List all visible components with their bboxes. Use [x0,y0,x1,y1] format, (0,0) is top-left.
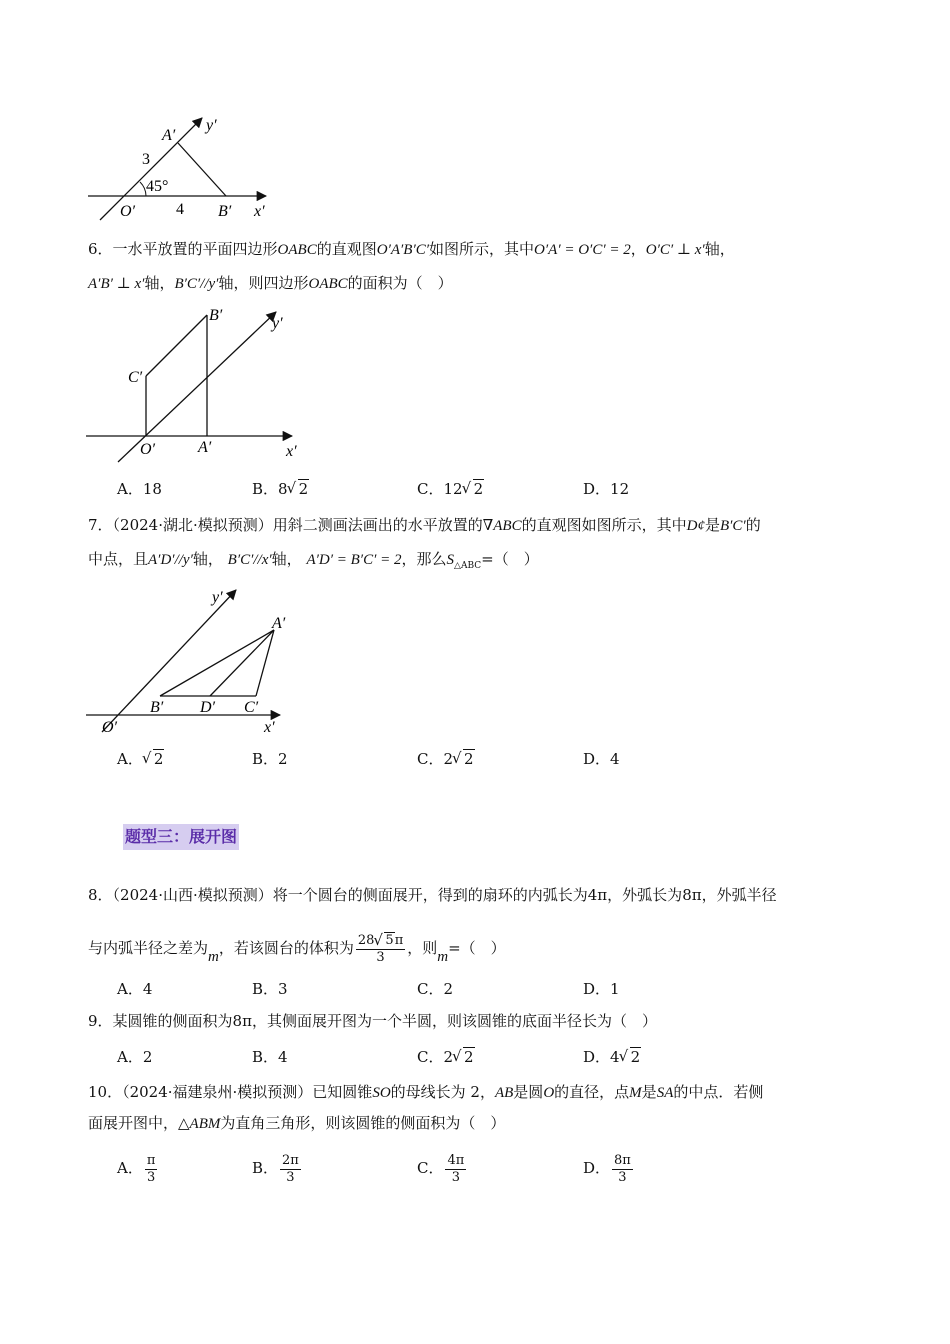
q7-option-d[interactable]: D．4 [583,750,620,768]
q10-option-b[interactable]: B． $\frac{2\pi}{3}$ [252,1152,299,1185]
label-x: x′ [254,203,265,220]
label-c: C′ [244,699,259,716]
label-d: D′ [200,699,216,716]
label-a: A′ [198,439,212,456]
fraction: $\frac{8\pi}{3}$ [614,1152,631,1185]
q7-option-b[interactable]: B．2 [252,750,288,768]
fraction: $\frac{\pi}{3}$ [146,1152,156,1185]
question-6-line-1: 6．一水平放置的平面四边形OABC的直观图O′A′B′C′如图所示，其中O′A′ = O′C′ = 2，O′C′ ⊥ x′轴， [88,240,735,258]
q6-option-a[interactable]: A．18 [117,480,162,498]
label-b: B′ [218,203,232,220]
label-o: O′ [120,203,136,220]
q8-option-a[interactable]: A．4 [117,980,153,998]
question-10-line-2: 面展开图中，△ABM为直角三角形，则该圆锥的侧面积为（ ） [88,1114,506,1132]
label-o: O′ [140,441,156,458]
question-10-line-1: 10．（2024·福建泉州·模拟预测）已知圆锥SO的母线长为 2，AB是圆O的直径，点M是SA的中点．若侧 [88,1083,764,1101]
q7-option-a[interactable]: A．√ 2 [117,748,164,770]
label-y: y′ [212,589,223,606]
q10-option-d[interactable]: D． $\frac{8\pi}{3}$ [583,1152,631,1185]
label-three: 3 [142,151,150,168]
label-a: A′ [162,127,176,144]
q9-option-d[interactable]: D．4√ 2 [583,1046,641,1068]
sqrt: √ 5 [374,933,394,949]
segment-cb [146,315,207,376]
figure-q6 [80,300,320,470]
q10-option-c[interactable]: C． $\frac{4\pi}{3}$ [417,1152,465,1185]
q10-option-a[interactable]: A． $\frac{\pi}{3}$ [117,1152,156,1185]
section-title: 题型三：展开图 [123,824,239,850]
figure-q7 [80,582,300,742]
y-axis [100,118,202,220]
q9-option-a[interactable]: A．2 [117,1048,153,1066]
volume-fraction: $\frac{28√ 5\pi}{3}$ [356,933,405,966]
label-c: C′ [128,369,143,386]
label-angle: 45° [146,178,169,195]
q8-option-b[interactable]: B．3 [252,980,288,998]
q7-option-c[interactable]: C．2√ 2 [417,748,475,770]
q8-option-d[interactable]: D．1 [583,980,620,998]
label-b: B′ [209,307,223,324]
q6-option-c[interactable]: C．12√ 2 [417,478,484,500]
label-x: x′ [286,443,297,460]
y-axis [102,590,236,732]
segment-ab [178,143,226,196]
sqrt: √ 2 [288,478,310,500]
label-b: B′ [150,699,164,716]
fraction: $\frac{4\pi}{3}$ [447,1152,465,1185]
question-7-line-2: 中点，且A′D′//y′轴， B′C′//x′轴， A′D′ = B′C′ = 2，那么$S_{\triangle ABC}=$（ ） [88,550,539,571]
sqrt: √ 2 [143,748,165,770]
question-8-line-2: 与内弧半径之差为m，若该圆台的体积为 $\frac{28√ 5\pi}{3}$ ，则m=（ ） [88,928,506,969]
sqrt: √ 2 [453,748,475,770]
sqrt: √ 2 [453,1046,475,1068]
question-6-line-2: A′B′ ⊥ x′轴，B′C′//y′轴，则四边形OABC的面积为（ ） [88,274,453,292]
q9-option-b[interactable]: B．4 [252,1048,288,1066]
label-x: x′ [264,719,275,736]
y-axis [118,312,276,462]
label-o: O′ [102,719,118,736]
q6-option-b[interactable]: B．8√ 2 [252,478,309,500]
label-y: y′ [206,117,217,134]
q8-option-c[interactable]: C．2 [417,980,454,998]
fraction: $\frac{2\pi}{3}$ [282,1152,299,1185]
label-a: A′ [272,615,286,632]
label-four: 4 [176,201,184,218]
question-9: 9．某圆锥的侧面积为8π，其侧面展开图为一个半圆，则该圆锥的底面半径长为（ ） [88,1012,657,1030]
label-y: y′ [272,315,283,332]
q9-option-c[interactable]: C．2√ 2 [417,1046,475,1068]
sqrt: √ 2 [463,478,485,500]
question-7-line-1: 7．（2024·湖北·模拟预测）用斜二测画法画出的水平放置的∇ABC的直观图如图所示，其中D¢是B′C′的 [88,516,761,534]
question-8-line-1: 8．（2024·山西·模拟预测）将一个圆台的侧面展开，得到的扇环的内弧长为4π，外弧长为8π，外弧半径 [88,886,777,904]
figure-q5 [80,110,280,225]
sqrt: √ 2 [620,1046,642,1068]
q6-option-d[interactable]: D．12 [583,480,630,498]
segment-ba [160,630,274,696]
